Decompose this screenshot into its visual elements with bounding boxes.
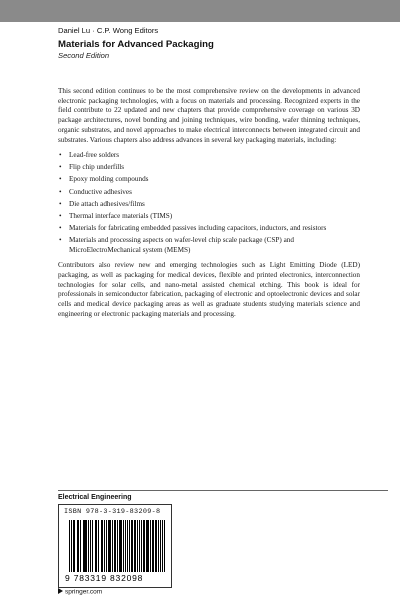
list-item: • Die attach adhesives/films <box>58 200 360 210</box>
barcode-bar <box>115 520 116 572</box>
ean-digits: 9 783319 832098 <box>65 573 144 583</box>
edition-label: Second Edition <box>58 51 110 60</box>
barcode-bar <box>120 520 122 572</box>
barcode-bar <box>92 520 93 572</box>
list-item: • Lead-free solders <box>58 151 360 161</box>
barcode-bar <box>160 520 161 572</box>
description <box>58 87 360 320</box>
barcode-bar <box>141 520 142 572</box>
list-item: • Materials for fabricating embedded passives including capacitors, inductors, and resistors <box>58 224 360 234</box>
closing-paragraph: Contributors also review new and emerging technologies such as Light Emitting Diode (LED) packaging, as well as packaging for medical devices, flexible and printed electronics, interconnection technologies for solar cells, and nano-metal assisted chemical etching. This book is ideal for professionals in semiconductor fabrication, packaging of electronic and optoelectronic devices and solar cells and medical device packaging areas as well as graduate students studying materials science and engineering or electronic packaging materials and processing. <box>58 261 360 318</box>
barcode-bar <box>109 520 110 572</box>
editors-line: Daniel Lu · C.P. Wong Editors <box>58 26 159 35</box>
arrow-icon <box>58 588 63 594</box>
topics-list <box>58 151 360 255</box>
barcode-bar <box>125 520 126 572</box>
barcode-bar <box>150 520 151 572</box>
list-item: • Epoxy molding compounds <box>58 175 360 185</box>
list-item: • Conductive adhesives <box>58 188 360 198</box>
barcode <box>69 520 165 576</box>
publisher-url[interactable] <box>58 588 102 596</box>
barcode-bar <box>156 520 157 572</box>
barcode-bar <box>80 520 82 572</box>
barcode-bar <box>104 520 105 572</box>
barcode-bar <box>164 520 165 572</box>
top-color-band <box>0 0 400 22</box>
barcode-bar <box>69 520 70 572</box>
isbn-barcode-box <box>58 504 172 588</box>
book-title: Materials for Advanced Packaging <box>58 39 214 50</box>
barcode-bar <box>134 520 136 572</box>
barcode-bar <box>90 520 91 572</box>
barcode-bar <box>132 520 133 572</box>
isbn-label: ISBN 978-3-319-83209-8 <box>64 508 161 516</box>
list-item: • Flip chip underfills <box>58 163 360 173</box>
barcode-bar <box>139 520 140 572</box>
publisher-url-text: springer.com <box>65 588 103 596</box>
barcode-bar <box>146 520 147 572</box>
list-item: • Thermal interface materials (TIMS) <box>58 212 360 222</box>
barcode-bar <box>144 520 145 572</box>
barcode-bar <box>162 520 163 572</box>
barcode-bar <box>74 520 75 572</box>
subject-category: Electrical Engineering <box>58 494 132 501</box>
divider <box>58 490 388 491</box>
barcode-bar <box>127 520 128 572</box>
header <box>58 26 388 61</box>
barcode-bar <box>98 520 100 572</box>
barcode-bar <box>86 520 87 572</box>
barcode-bar <box>152 520 154 572</box>
list-item: • Materials and processing aspects on wafer-level chip scale package (CSP) and MicroElectroMechanical system (MEMS) <box>58 236 360 255</box>
barcode-bar <box>84 520 85 572</box>
intro-paragraph: This second edition continues to be the most comprehensive review on the developments in advanced electronic packaging technologies, with a focus on materials and processing. Recognized experts in the field contribute to 22 updated and new chapters that provide comprehensive coverage on various 3D package architectures, novel bonding and joining techniques, wire bonding, wafer thinning techniques, organic substrates, and novel approaches to make electrical interconnects between integrated circuit and substrates. Various chapters also address advances in several key packaging materials, including: <box>58 87 360 144</box>
